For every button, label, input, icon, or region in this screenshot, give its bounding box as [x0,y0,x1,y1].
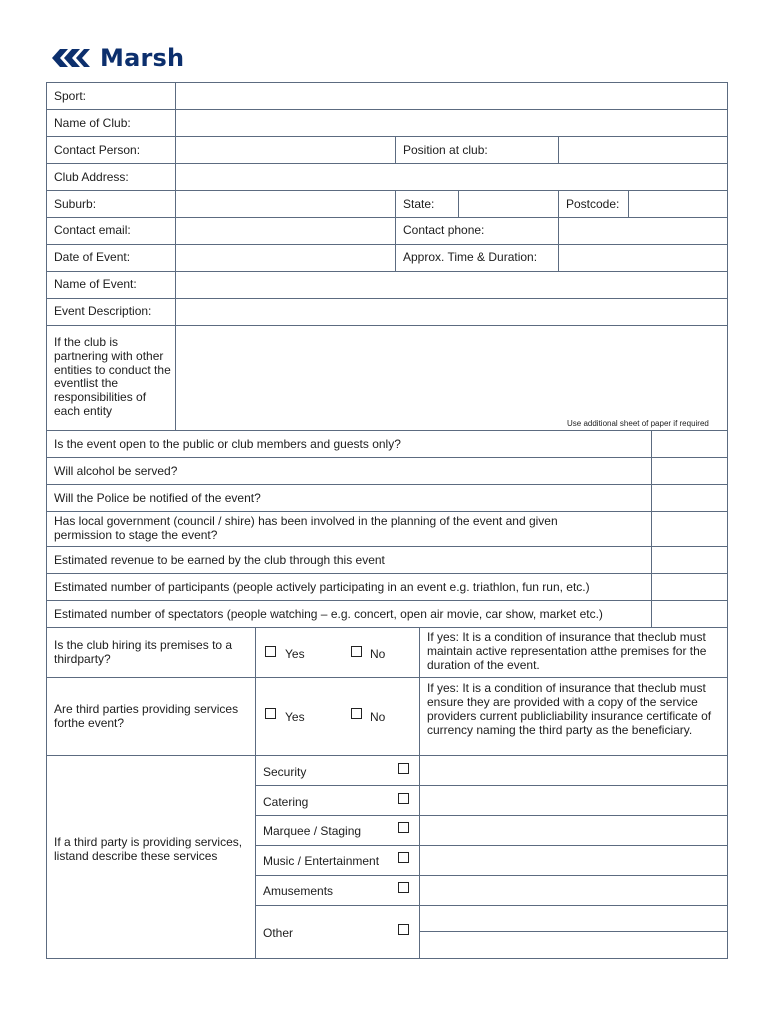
question-participants-answer[interactable] [652,574,727,600]
service-catering-checkbox[interactable] [398,793,409,804]
postcode-field[interactable] [629,191,727,217]
marsh-logo-text: Marsh [100,44,185,72]
third-party-question-label: Are third parties providing services forthe event? [54,702,239,730]
question-council-label: Has local government (council / shire) has been involved in the planning of the event and given permission to stage the event? [54,514,558,542]
club-name-field[interactable] [176,110,727,136]
contact-phone-label: Contact phone: [403,223,485,237]
time-duration-label: Approx. Time & Duration: [403,250,538,264]
service-security-field[interactable] [420,756,727,785]
marsh-logo-icon [50,46,92,70]
postcode-label: Postcode: [566,197,620,211]
hiring-question-label: Is the club hiring its premises to a thirdparty? [54,638,233,666]
hiring-no-label: No [370,647,386,661]
question-revenue-label: Estimated revenue to be earned by the club through this event [54,553,385,567]
third-party-yes-checkbox[interactable] [265,708,276,719]
service-amusements-checkbox[interactable] [398,882,409,893]
position-at-club-label: Position at club: [403,143,488,157]
suburb-field[interactable] [176,191,395,217]
marsh-logo [50,44,184,72]
question-revenue-answer[interactable] [652,547,727,573]
contact-email-field[interactable] [176,218,395,244]
suburb-label: Suburb: [54,197,97,211]
partnering-label: If the club is partnering with other entities to conduct the eventlist the responsibilities of each entity [54,335,171,418]
contact-phone-field[interactable] [559,218,727,244]
event-name-field[interactable] [176,272,727,298]
additional-sheet-note: Use additional sheet of paper if required [567,419,709,428]
service-marquee-checkbox[interactable] [398,822,409,833]
state-label: State: [403,197,435,211]
service-music-field[interactable] [420,846,727,875]
sport-field[interactable] [176,83,727,109]
hiring-yes-label: Yes [285,647,305,661]
service-marquee-label: Marquee / Staging [263,824,362,838]
contact-person-label: Contact Person: [54,143,141,157]
date-of-event-label: Date of Event: [54,250,131,264]
service-marquee-field[interactable] [420,816,727,845]
third-party-no-label: No [370,710,386,724]
service-other-label: Other [263,926,294,940]
position-at-club-field[interactable] [559,137,727,163]
event-description-label: Event Description: [54,304,152,318]
club-name-label: Name of Club: [54,116,131,130]
third-party-note: If yes: It is a condition of insurance that theclub must ensure they are provided with a copy of the service providers current publicliability insurance certificate of currency naming the third party as the beneficiary. [427,681,712,738]
club-address-field[interactable] [176,164,727,190]
third-party-yes-label: Yes [285,710,305,724]
state-field[interactable] [459,191,558,217]
service-other-checkbox[interactable] [398,924,409,935]
service-amusements-field[interactable] [420,876,727,905]
services-prompt: If a third party is providing services, listand describe these services [54,835,243,863]
question-alcohol-answer[interactable] [652,458,727,484]
hiring-yes-checkbox[interactable] [265,646,276,657]
question-police-answer[interactable] [652,485,727,511]
question-spectators-label: Estimated number of spectators (people watching – e.g. concert, open air movie, car show, market etc.) [54,607,603,621]
service-music-label: Music / Entertainment [263,854,380,868]
question-spectators-answer[interactable] [652,601,727,627]
question-alcohol-label: Will alcohol be served? [54,464,178,478]
service-amusements-label: Amusements [263,884,334,898]
service-catering-label: Catering [263,795,309,809]
event-name-label: Name of Event: [54,277,137,291]
question-council-answer[interactable] [652,512,727,546]
event-description-field[interactable] [176,299,727,325]
service-security-label: Security [263,765,307,779]
service-music-checkbox[interactable] [398,852,409,863]
service-security-checkbox[interactable] [398,763,409,774]
contact-person-field[interactable] [176,137,395,163]
sport-label: Sport: [54,89,87,103]
service-catering-field[interactable] [420,786,727,815]
club-address-label: Club Address: [54,170,129,184]
service-other-field[interactable] [420,906,727,931]
question-participants-label: Estimated number of participants (people actively participating in an event e.g. triathlon, fun run, etc.) [54,580,590,594]
question-public-answer[interactable] [652,431,727,457]
time-duration-field[interactable] [559,245,727,271]
hiring-no-checkbox[interactable] [351,646,362,657]
hiring-note: If yes: It is a condition of insurance that theclub must maintain active representation atthe premises for the duration of the event. [427,630,707,672]
question-police-label: Will the Police be notified of the event? [54,491,261,505]
contact-email-label: Contact email: [54,223,131,237]
partnering-field[interactable] [176,326,727,430]
third-party-no-checkbox[interactable] [351,708,362,719]
question-public-label: Is the event open to the public or club members and guests only? [54,437,401,451]
date-of-event-field[interactable] [176,245,395,271]
